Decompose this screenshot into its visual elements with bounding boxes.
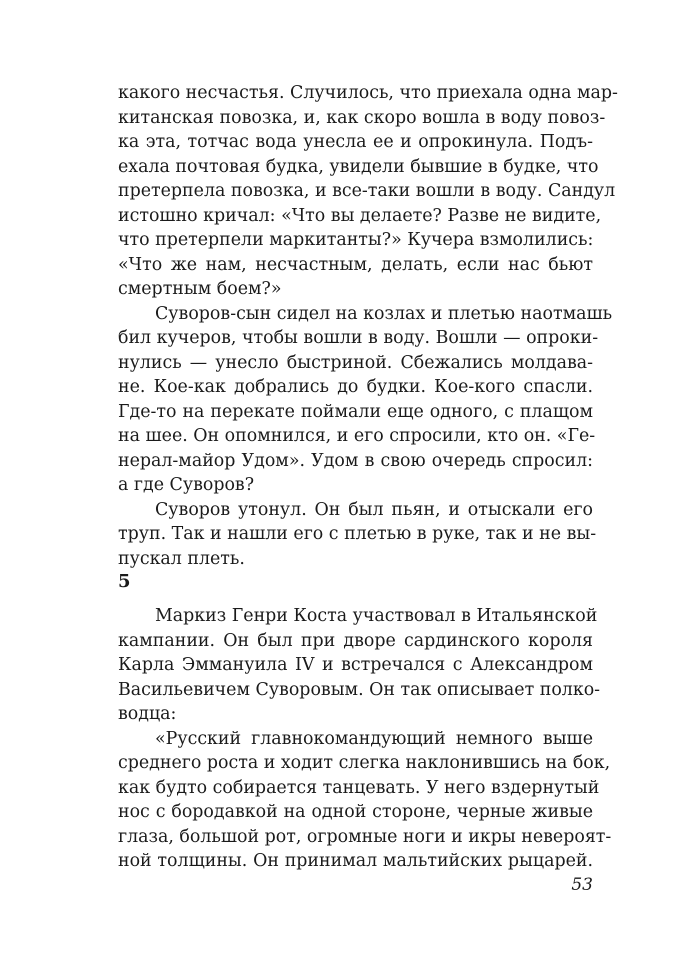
text-line: труп. Так и нашли его с плетью в руке, так и не вы- [118,524,597,544]
text-line: истошно кричал: «Что вы делаете? Разве не видите, [118,205,602,226]
text-line: Васильевичем Суворовым. Он так описывает полко- [118,679,601,700]
text-line: китанская повозка, и, как скоро вошла в воду повоз- [118,107,606,128]
text-line: ехала почтовая будка, увидели бывшие в будке, что [118,156,599,177]
text-line: бил кучеров, чтобы вошли в воду. Вошли — опроки- [118,328,599,348]
text-line: «Русский главнокомандующий немного выше [155,728,593,749]
text-line: нулись — унесло быстриной. Сбежались молдава- [118,352,593,373]
text-line: на шее. Он опомнился, и его спросили, кто он. «Ге- [118,426,596,446]
text-line: ной толщины. Он принимал мальтийских рыцарей. [118,851,593,871]
text-line: кампании. Он был при дворе сардинского короля [118,630,593,651]
text-line: среднего роста и ходит слегка наклонившись на бок, [118,753,611,773]
text-line: Где-то на перекате поймали еще одного, с плащом [118,401,593,422]
text-line: Суворов-сын сидел на козлах и плетью наотмашь [155,303,613,324]
text-line: пускал плеть. [118,548,245,569]
page-number: 53 [571,875,593,895]
text-line: нерал-майор Удом». Удом в свою очередь спросил: [118,450,593,471]
section-number: 5 [118,571,131,592]
text-line: смертным боем?» [118,279,282,299]
text-line: «Что же нам, несчастным, делать, если нас бьют [118,254,593,275]
text-line: что претерпели маркитанты?» Кучера взмолились: [118,230,594,250]
text-line: претерпела повозка, и все-таки вошли в воду. Сандул [118,181,616,201]
text-line: а где Суворов? [118,475,255,495]
text-block-upper [118,81,618,571]
text-line: Суворов утонул. Он был пьян, и отыскали его [155,499,593,520]
text-line: как будто собирается танцевать. У него вздернутый [118,777,600,798]
text-line: Маркиз Генри Коста участвовал в Итальянской [155,606,598,626]
text-line: водца: [118,704,177,724]
text-line: не. Кое-как добрались до будки. Кое-кого спасли. [118,377,593,397]
text-line: какого несчастья. Случилось, что приехала одна мар- [118,83,618,103]
text-line: глаза, большой рот, огромные ноги и икры невероят- [118,826,612,847]
text-line: нос с бородавкой на одной стороне, черные живые [118,802,593,822]
text-block-lower [118,604,612,874]
text-line: ка эта, тотчас вода унесла ее и опрокинула. Подъ- [118,132,593,152]
text-line: Карла Эммануила IV и встречался с Александром [118,655,593,675]
